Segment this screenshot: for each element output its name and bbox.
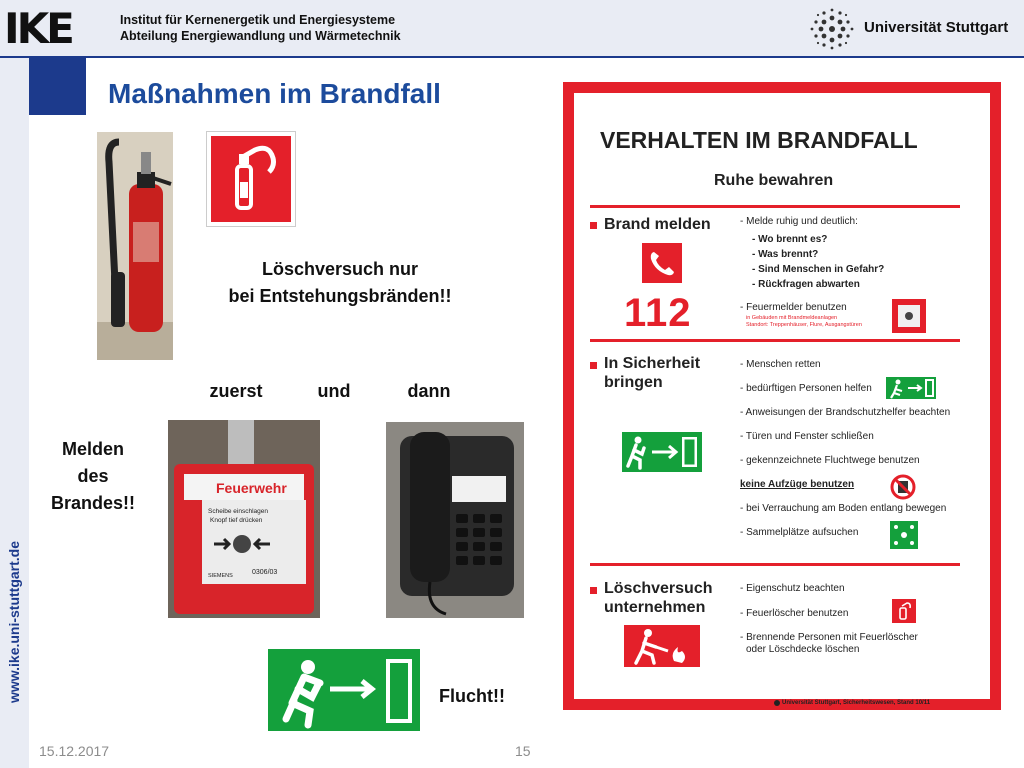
emergency-exit-icon <box>622 432 702 472</box>
poster-rule-1 <box>590 205 960 208</box>
section-bullet <box>590 587 597 594</box>
fire-alarm-photo <box>168 420 320 618</box>
alarm-instruction-2: Knopf tief drücken <box>210 517 263 524</box>
website-url[interactable]: www.ike.uni-stuttgart.de <box>6 540 22 704</box>
poster-item: - Feuerlöscher benutzen <box>740 608 849 619</box>
poster-footer: Universität Stuttgart, Sicherheitswesen, Stand 10/11 <box>782 700 931 706</box>
emergency-telephone-photo <box>386 422 524 618</box>
poster-item: - bei Verrauchung am Boden entlang bewegen <box>740 503 947 514</box>
poster-item: - Wo brennt es? <box>752 234 828 245</box>
institute-name: Institut für Kernenergetik und Energiesysteme <box>120 13 396 27</box>
melden-line1: Melden <box>61 439 124 459</box>
poster-item: - Feuermelder benutzen <box>740 302 847 313</box>
poster-item: - Melde ruhig und deutlich: <box>740 216 858 227</box>
label-und: und <box>317 381 351 401</box>
alarm-brand-label: Feuerwehr <box>216 480 287 496</box>
label-dann: dann <box>407 381 451 401</box>
section-brand-melden-heading: Brand melden <box>604 216 711 233</box>
header-rule <box>0 56 1024 58</box>
poster-item: oder Löschdecke löschen <box>746 644 860 655</box>
label-zuerst: zuerst <box>209 381 263 401</box>
poster-item: - Rückfragen abwarten <box>752 279 860 290</box>
alarm-maker: SIEMENS <box>208 573 233 579</box>
blue-accent-square <box>29 58 86 115</box>
poster-footer-dot <box>774 700 780 706</box>
poster-small-note: Standort: Treppenhäuser, Flure, Ausgangstüren <box>746 322 862 328</box>
no-elevator-icon <box>890 474 916 500</box>
alarm-instruction-1: Scheibe einschlagen <box>208 508 268 515</box>
label-flucht: Flucht!! <box>439 686 505 706</box>
section-sicherheit-heading-2: bringen <box>604 374 663 391</box>
footer-date: 15.12.2017 <box>39 743 110 759</box>
poster-item: - Was brennt? <box>752 249 819 260</box>
fire-extinguisher-icon <box>211 136 291 222</box>
poster-rule-3 <box>590 563 960 566</box>
poster-item-no-elevators: keine Aufzüge benutzen <box>740 479 855 490</box>
extinguishing-action-icon <box>624 625 700 667</box>
poster-item: - Sammelplätze aufsuchen <box>740 527 859 538</box>
emergency-number: 112 <box>624 291 692 335</box>
telephone-icon <box>642 243 682 283</box>
fire-alarm-box-icon <box>892 299 926 333</box>
poster-subtitle: Ruhe bewahren <box>714 172 834 189</box>
poster-item: - gekennzeichnete Fluchtwege benutzen <box>740 455 920 466</box>
melden-line2: des <box>77 466 109 486</box>
loeschversuch-line1: Löschversuch nur <box>261 259 419 279</box>
department-name: Abteilung Energiewandlung und Wärmetechnik <box>120 29 401 43</box>
poster-rule-2 <box>590 339 960 342</box>
poster-item: - Menschen retten <box>740 359 821 370</box>
poster-title: VERHALTEN IM BRANDFALL <box>600 127 918 153</box>
section-bullet <box>590 222 597 229</box>
melden-line3: Brandes!! <box>50 493 135 513</box>
poster-item: - Anweisungen der Brandschutzhelfer beachten <box>740 407 951 418</box>
section-loeschversuch-heading-1: Löschversuch <box>604 580 713 597</box>
assembly-point-icon <box>890 521 918 549</box>
section-bullet <box>590 362 597 369</box>
section-loeschversuch-heading-2: unternehmen <box>604 599 706 616</box>
fire-extinguisher-photo <box>97 132 173 360</box>
poster-item: - Sind Menschen in Gefahr? <box>752 264 885 275</box>
running-man-exit-icon <box>268 649 420 731</box>
fire-extinguisher-sign <box>207 132 295 226</box>
section-sicherheit-heading-1: In Sicherheit <box>604 355 701 372</box>
poster-item: - bedürftigen Personen helfen <box>740 383 872 394</box>
footer-page-number: 15 <box>515 743 531 759</box>
poster-item: - Eigenschutz beachten <box>740 583 845 594</box>
alarm-code: 0306/03 <box>252 569 278 576</box>
helping-person-exit-icon <box>886 377 936 399</box>
loeschversuch-line2: bei Entstehungsbränden!! <box>228 286 452 306</box>
university-name: Universität Stuttgart <box>864 19 1009 36</box>
slide-title: Maßnahmen im Brandfall <box>108 78 441 109</box>
poster-small-note: in Gebäuden mit Brandmeldeanlagen <box>746 315 838 321</box>
ike-logo: IKE <box>4 4 72 53</box>
extinguisher-small-icon <box>892 599 916 623</box>
fire-behaviour-poster <box>563 82 1001 710</box>
poster-item: - Brennende Personen mit Feuerlöscher <box>740 632 918 643</box>
university-logo-icon <box>808 6 856 52</box>
poster-item: - Türen und Fenster schließen <box>740 431 874 442</box>
escape-route-sign <box>268 649 420 731</box>
